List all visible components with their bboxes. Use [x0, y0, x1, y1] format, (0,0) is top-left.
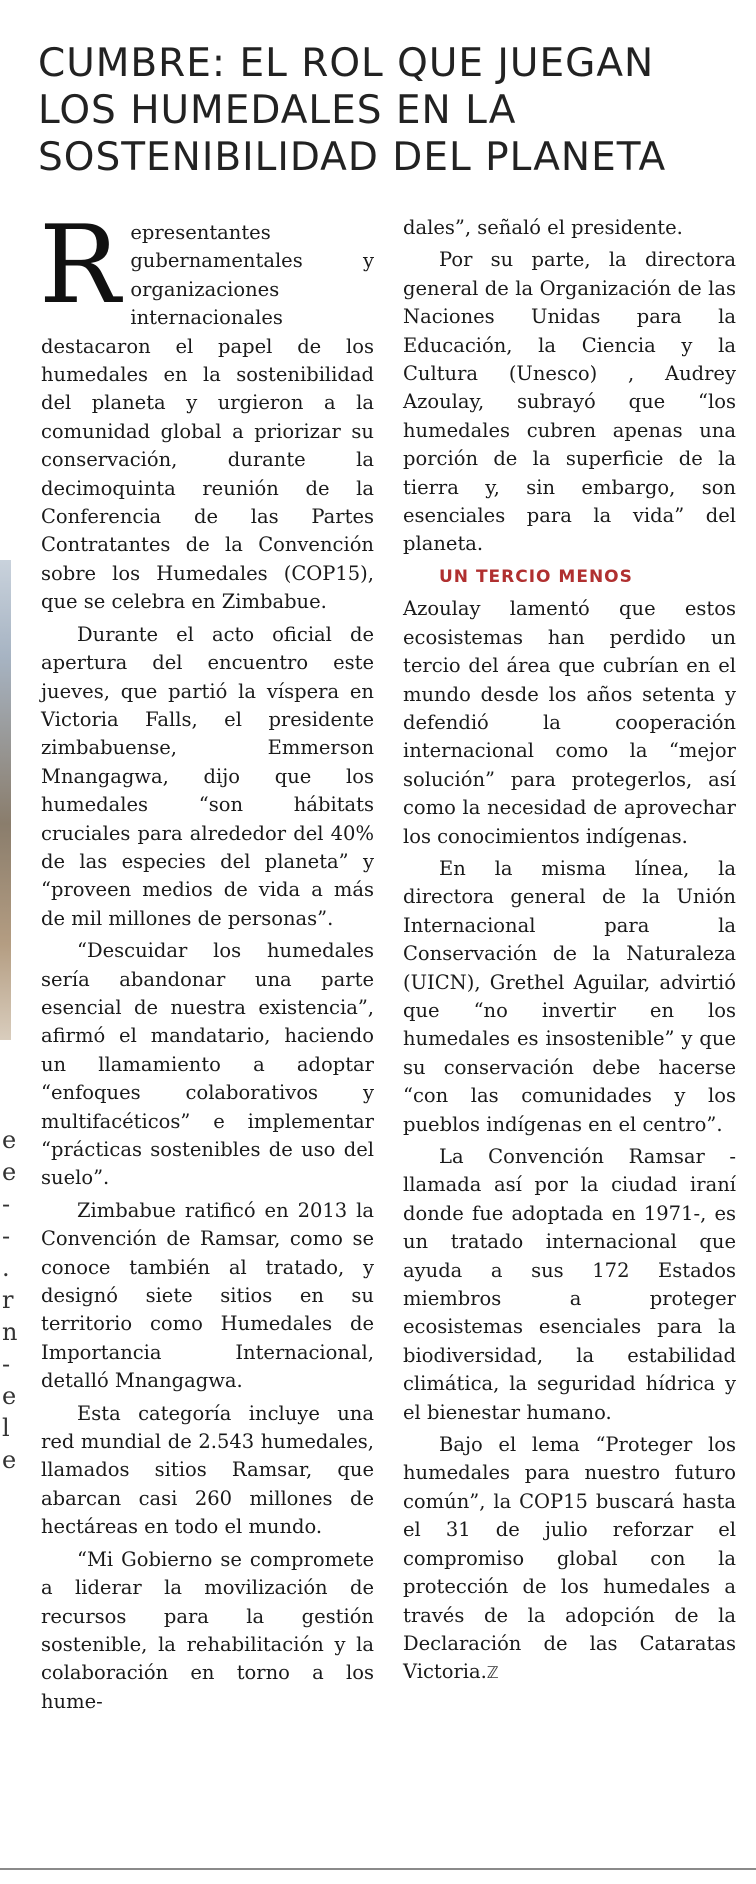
article-paragraph: Azoulay lamentó que estos ecosistemas han perdido un tercio del área que cubrían en el mundo desde los años setenta y defendió la cooperación internacional como la “mejor solución” para protegerlos, así como la necesidad de aprovechar los conocimientos indígenas. — [403, 597, 736, 848]
paragraph-text: Bajo el lema “Proteger los humedales para nuestro futuro común”, la COP15 buscará hasta el 31 de julio reforzar el compromiso global con la protección de los humedales a través de la adopción de la Declaración de las Cataratas Victoria. — [403, 1433, 736, 1684]
article-paragraph: Durante el acto oficial de apertura del encuentro este jueves, que partió la víspera en Victoria Falls, el presidente zimbabuense, Emmerson Mnangagwa, dijo que los humedales “son hábitats cruciales para alrededor del 40% de las especies del planeta” y “proveen medios de vida a más de mil millones de personas”. — [41, 622, 374, 930]
edge-char: e — [2, 1158, 17, 1186]
end-of-article-icon: ℤ — [486, 1663, 499, 1683]
article-paragraph: dales”, señaló el presidente. — [403, 216, 683, 239]
adjacent-photo-fragment — [0, 560, 11, 1040]
headline-line: SOSTENIBILIDAD DEL PLANETA — [38, 135, 667, 180]
article-paragraph: En la misma línea, la directora general de la Unión Internacional para la Conservación de la Naturaleza (UICN), Grethel Aguilar, advirtió que “no invertir en los humedales es insostenible” y que su conservación debe hacerse “con las comunidades y los pueblos indígenas en el centro”. — [403, 856, 736, 1136]
edge-char: e — [2, 1446, 17, 1474]
edge-char: n — [2, 1318, 18, 1346]
edge-char: - — [2, 1350, 11, 1378]
section-subheading: UN TERCIO MENOS — [439, 566, 633, 587]
headline-line: LOS HUMEDALES EN LA — [38, 88, 517, 133]
edge-char: e — [2, 1382, 17, 1410]
article-paragraph: Por su parte, la directora general de la Organización de las Naciones Unidas para la Educación, la Ciencia y la Cultura (Unesco) , Audrey Azoulay, subrayó que “los humedales cubren apenas una porción de la superficie de la tierra y, sin embargo, son esenciales para la vida” del planeta. — [403, 248, 736, 556]
edge-char: - — [2, 1222, 11, 1250]
edge-char: e — [2, 1126, 17, 1154]
headline-line: CUMBRE: EL ROL QUE JUEGAN — [38, 41, 655, 86]
article-paragraph: “Descuidar los humedales sería abandonar una parte esencial de nuestra existencia”, afirmó el mandatario, haciendo un llamamiento a adoptar “enfoques colaborativos y multifacéticos” e implementar “prácticas sostenibles de uso del suelo”. — [41, 939, 374, 1190]
edge-char: r — [2, 1286, 14, 1314]
article-paragraph — [403, 1431, 736, 1688]
article-column-right — [403, 214, 736, 1688]
adjacent-page-edge — [0, 0, 18, 1884]
article-paragraph — [39, 203, 374, 617]
article-paragraph: Esta categoría incluye una red mundial de 2.543 humedales, llamados sitios Ramsar, que abarcan casi 260 millones de hectáreas en todo el mundo. — [41, 1401, 374, 1539]
edge-char: l — [2, 1414, 10, 1442]
article-paragraph: “Mi Gobierno se compromete a liderar la movilización de recursos para la gestión sostenible, la rehabilitación y la colaboración en torno a los hume- — [41, 1547, 374, 1713]
article-paragraph: La Convención Ramsar -llamada así por la ciudad iraní donde fue adoptada en 1971-, es un tratado internacional que ayuda a sus 172 Estados miembros a proteger ecosistemas esenciales para la biodiversidad, la estabilidad climática, la seguridad hídrica y el bienestar humano. — [403, 1145, 736, 1424]
article-headline — [38, 40, 738, 181]
article-column-left — [39, 203, 374, 1716]
article-paragraph: Zimbabue ratificó en 2013 la Convención de Ramsar, como se conoce también al tratado, y designó siete sitios en su territorio como Humedales de Importancia Internacional, detalló Mnangagwa. — [41, 1198, 374, 1393]
edge-char: . — [2, 1254, 10, 1282]
page-bottom-rule — [0, 1868, 756, 1870]
edge-char: - — [2, 1190, 11, 1218]
paragraph-text: epresentantes gubernamentales y organizaciones internacionales destacaron el papel de los humedales en la sostenibilidad del planeta y urgieron a la comunidad global a priorizar su conservación, durante la decimoquinta reunión de la Conferencia de las Partes Contratantes de la Convención sobre los Humedales (COP15), que se celebra en Zimbabue. — [41, 221, 374, 614]
drop-cap: R — [39, 203, 121, 328]
